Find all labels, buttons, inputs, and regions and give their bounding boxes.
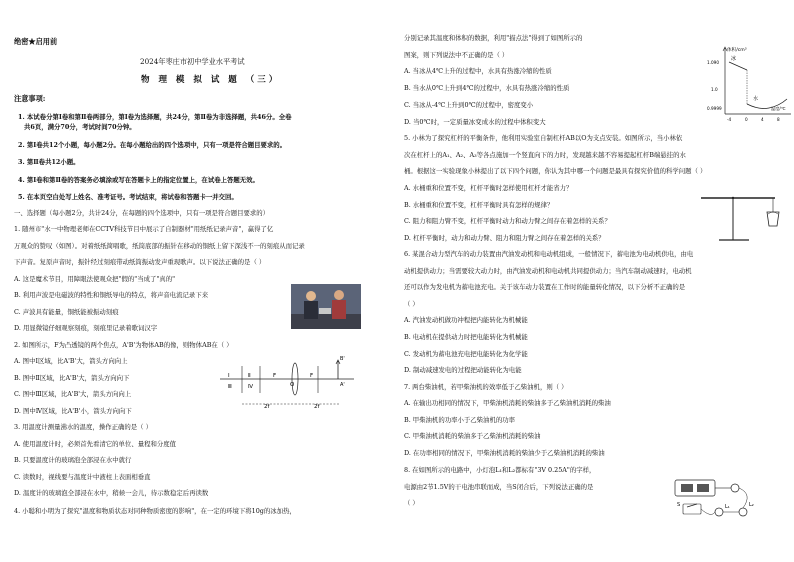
left-text-line: 3. 第Ⅱ卷共12小题。 — [18, 158, 80, 166]
right-text-line: B. 甲柴油机的功率小于乙柴油机的功率 — [404, 416, 516, 424]
right-text-line: 桶。根据这一实验现象小林提出了以下四个问题，你认为其中哪一个问题是最具有探究价值的科学问题（ ） — [404, 167, 707, 175]
left-text-line: B. 图中Ⅱ区域，比A'B'大，箭头方向向下 — [14, 374, 130, 382]
region-3-label: Ⅲ — [228, 384, 232, 390]
right-text-line: （ ） — [404, 499, 419, 507]
right-text-line: 分别记录其温度和体积的数据，利用"描点法"得到了如图所示的 — [404, 34, 583, 42]
focus-left-label: F — [273, 373, 277, 379]
right-text-line: B. 水桶重和位置不变，杠杆平衡时具有怎样的规律？ — [404, 201, 554, 209]
focus-right-label: F — [310, 373, 314, 379]
left-text-line: B. 只要温度计的玻璃泡全部浸在水中就行 — [14, 456, 132, 464]
left-text-line: D. 用显微镜仔细观察刻痕，刻痕里记录着歌词汉字 — [14, 324, 158, 332]
left-text-line: 万观众的赞叹（如图）。对着纸纸简唱歌，纸筒底部的振针在移动的铜纸上留下深浅不一的刻痕从而记录 — [14, 242, 305, 250]
region-4-label: Ⅳ — [248, 384, 254, 390]
right-text-line: 5. 小林为了探究杠杆的平衡条件，他利用实验室自制杠杆AB以O为支点安装。如图所示，当小林依 — [404, 134, 683, 142]
right-text-line: B. 当水从0℃上升到4℃的过程中，水具有热涨冷缩的性质 — [404, 84, 570, 92]
left-text-line: A. 使用温度计时，必须首先看清它的单位、量程和分度值 — [14, 440, 177, 448]
right-text-line: B. 电动机在提供动力时把电能转化为机械能 — [404, 333, 528, 341]
right-text-line: C. 发动机为蓄电池充电把电能转化为化学能 — [404, 350, 528, 358]
x-tick-1: -4 — [727, 117, 732, 122]
left-text-line: A. 图中Ⅰ区域，比A'B'大，箭头方向向上 — [14, 357, 128, 365]
x-tick-3: 4 — [761, 117, 764, 122]
tv-show-photo — [291, 284, 361, 329]
left-text-line: D. 图中Ⅳ区域，比A'B'小，箭头方向向下 — [14, 407, 132, 415]
right-text-line: 图案，则下列说法中不正确的是（ ） — [404, 51, 509, 59]
right-text-line: 6. 某混合动力型汽车的动力装置由汽油发动机和电动机组成，一般情况下，蓄电池为电动机供电，由电 — [404, 250, 694, 258]
x-tick-4: 8 — [777, 117, 780, 122]
left-text-line: D. 温度计的玻璃泡全部浸在水中，稍候一会儿，待示数稳定后再读数 — [14, 489, 209, 497]
left-text-line: 1. 本试卷分第Ⅰ卷和第Ⅱ卷两部分，第Ⅰ卷为选择题，共24分，第Ⅱ卷为非选择题，共46分。全卷 — [18, 113, 292, 121]
right-text-line: C. 当冰从-4℃上升到0℃的过程中，密度变小 — [404, 101, 534, 109]
lens-center-label: O — [290, 382, 295, 388]
tv-show-photo-drawing — [291, 284, 361, 329]
right-text-line: 8. 在如图所示的电路中，小灯泡L₁和L₂都标有"3V 0.25A"的字样， — [404, 466, 596, 474]
right-text-line: C. 甲柴油机消耗的柴油多于乙柴油机消耗的柴油 — [404, 432, 541, 440]
left-text-line: A. 这是魔术节目，用障眼法使观众把"假的"当成了"真的" — [14, 275, 176, 283]
y-tick-2: 1.0 — [711, 87, 718, 92]
lever-figure — [697, 186, 789, 244]
right-text-line: 7. 两台柴油机，若甲柴油机的效率低于乙柴油机，则（ ） — [404, 383, 568, 391]
right-text-line: D. 在功率相同的情况下，甲柴油机消耗的柴油少于乙柴油机消耗的柴油 — [404, 449, 605, 457]
lever-figure-svg — [697, 186, 789, 244]
y-tick-1: 1.090 — [707, 60, 719, 65]
right-text-line: C. 阻力和阻力臂不变，杠杆平衡时动力和动力臂之间存在着怎样的关系？ — [404, 217, 611, 225]
left-text-line: 注意事项: — [14, 94, 46, 103]
left-text-line: 4. 第Ⅰ卷和第Ⅱ卷的答案务必填涂或写在答题卡上的指定位置上，在试卷上答题无效。 — [18, 176, 259, 184]
distance-right-label: 2f — [314, 404, 320, 410]
circuit-diagram — [673, 476, 757, 522]
left-text-line: 5. 在本页空白处写上姓名、准考证号。考试结束，将试卷和答题卡一并交回。 — [18, 193, 238, 201]
right-text-line: D. 当0℃时，一定质量冰变成水的过程中体积变大 — [404, 118, 546, 126]
right-text-line: D. 杠杆平衡时，动力和动力臂、阻力和阻力臂之间存在着怎样的关系？ — [404, 234, 605, 242]
left-text-line: 一、选择题（每小题2分，共计24分，在每题的四个选项中，只有一项是符合题目要求的） — [14, 209, 270, 217]
distance-left-label: 2f — [264, 404, 270, 410]
right-text-line: A. 水桶重和位置不变，杠杆平衡时怎样使用杠杆才能省力？ — [404, 184, 573, 192]
right-text-line: D. 制动减速发电的过程把动能转化为电能 — [404, 366, 522, 374]
y-tick-3: 0.9999 — [707, 106, 722, 111]
y-axis-label: 体积/cm³ — [727, 48, 747, 53]
right-text-line: 动机提供动力；当需要较大动力时，由汽油发动机和电动机共同提供动力；当汽车制动减速时，电动机 — [404, 267, 692, 275]
ice-label: 冰 — [731, 56, 737, 62]
left-text-line: 2. 第Ⅰ卷共12个小题，每小题2分。在每小题给出的四个选项中，只有一项是符合题目要求的。 — [18, 141, 287, 149]
x-axis-label: 温度/℃ — [771, 106, 786, 111]
region-2-label: Ⅱ — [248, 373, 251, 379]
region-1-label: Ⅰ — [228, 373, 230, 379]
volume-temperature-graph-svg — [707, 44, 793, 124]
right-text-line: 还可以作为发电机为蓄电池充电。关于该车动力装置在工作时的能量转化情况，以下分析不正确的是 — [404, 283, 686, 291]
circuit-diagram-svg — [673, 476, 757, 522]
left-text-line: B. 利用声波是电磁波的特性和铜纸导电的特点，将声音电流记录下来 — [14, 291, 209, 299]
right-text-line: A. 当冰从4℃上升的过程中，水具有热涨冷缩的性质 — [404, 67, 552, 75]
right-text-line: 次在杠杆上的A₁、A₂、A₃等各点施加一个竖直向下的力时，发现越来越不容易提起杠杆B端悬挂的水 — [404, 151, 686, 159]
right-text-line: A. 汽油发动机做功冲程把内能转化为机械能 — [404, 316, 528, 324]
lamp2-label: L₂ — [749, 502, 754, 508]
right-text-line: A. 在输出功相同的情况下，甲柴油机消耗的柴油多于乙柴油机消耗的柴油 — [404, 399, 611, 407]
left-text-line: 4. 小聪和小明为了探究"温度和物质状态对同种物质密度的影响"，在一定的环境下将10g的冰加热， — [14, 507, 296, 515]
lens-diagram — [218, 346, 358, 422]
x-tick-2: 0 — [745, 117, 748, 122]
lamp1-label: L₁ — [725, 504, 730, 510]
lens-diagram-svg — [218, 346, 358, 422]
left-text-line: C. 图中Ⅲ区域，比A'B'大，箭头方向向上 — [14, 390, 132, 398]
switch-label: S — [677, 502, 681, 508]
volume-temperature-graph — [707, 44, 793, 124]
right-text-line: 电源由2节1.5V的干电池串联而成，当S闭合后，下列说法正确的是 — [404, 483, 594, 491]
left-text-line: 2. 如图所示，F为凸透镜的两个焦点，A'B'为物体AB的像，则物体AB在（ ） — [14, 341, 233, 349]
left-text-line: 物 理 模 拟 试 题 （三） — [141, 75, 281, 85]
left-text-line: 3. 用温度计测量沸水的温度，操作正确的是（ ） — [14, 423, 152, 431]
left-text-line: 下声音。复原声音时，振针经过刻痕带动纸筒振动发声重现歌声。以下说法正确的是（ ） — [14, 258, 266, 266]
image-base-label: A' — [340, 382, 345, 388]
left-text-line: 共6页，满分70分，考试时间70分钟。 — [24, 123, 136, 131]
left-text-line: C. 声波具有能量，铜纸能被振动刻痕 — [14, 308, 119, 316]
water-label: 水 — [753, 96, 759, 102]
right-text-line: （ ） — [404, 300, 419, 308]
left-text-line: 绝密★启用前 — [14, 37, 58, 46]
left-text-line: 1. 随州市"水一中物理老师在CCTV科技节目中展示了自制器材"用纸纸记录声音"，赢得了亿 — [14, 225, 274, 233]
image-top-label: B' — [340, 356, 345, 362]
left-text-line: 2024年枣庄市初中学业水平考试 — [140, 57, 245, 66]
left-text-line: C. 读数时，视线要与温度计中液柱上表面相垂直 — [14, 473, 151, 481]
